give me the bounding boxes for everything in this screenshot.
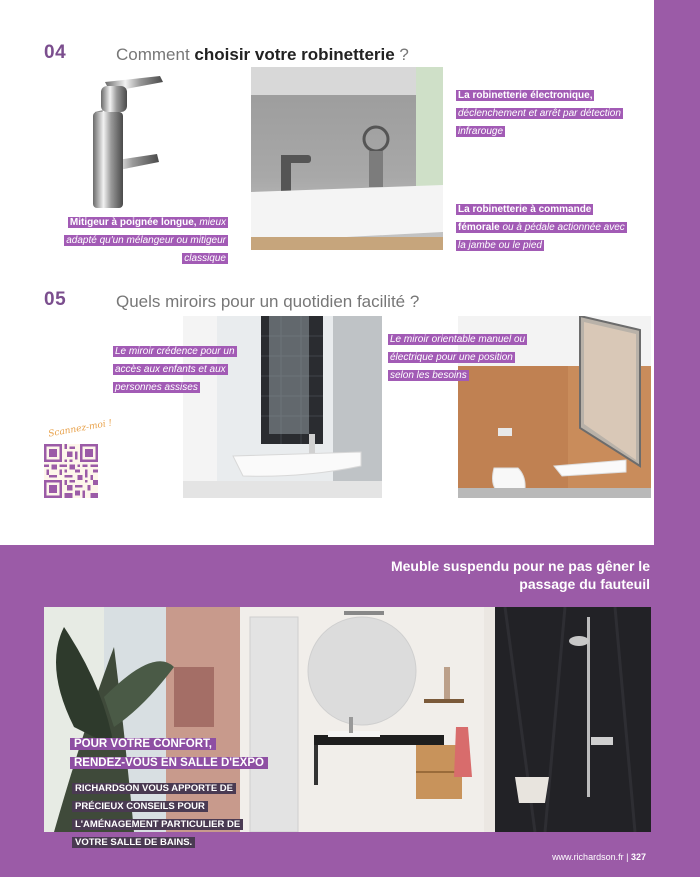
caption-credence-mirror: Le miroir crédence pour un accès aux enfants et aux personnes assises [115,346,235,393]
electronic-tap-photo [251,67,443,250]
caption-femoral: La robinetterie à commande fémorale ou à pédale actionnée avec la jambe ou le pied [458,204,625,251]
band-title: Meuble suspendu pour ne pas gêner le passage du fauteuil [390,558,650,592]
page-footer: www.richardson.fr | 327 [552,852,646,862]
section-title-05: Quels miroirs pour un quotidien facilité ? [116,292,420,311]
footer-url[interactable]: www.richardson.fr [552,852,624,862]
section-title-04: Comment choisir votre robinetterie ? [116,45,409,64]
section-number-05: 05 [44,289,67,310]
caption-lever-mixer: Mitigeur à poignée longue, mieux adapté qu'un mélangeur ou mitigeur classique [66,217,226,264]
caption-orientable-mirror: Le miroir orientable manuel ou électrique pour une position selon les besoins [390,334,526,381]
page-number: 327 [630,852,646,862]
promo-text: RICHARDSON VOUS APPORTE DE PRÉCIEUX CONSEILS POUR L'AMÉNAGEMENT PARTICULIER DE VOTRE SALLE DE BAINS. [72,778,272,850]
qr-scan-label: Scannez-moi ! [47,418,113,440]
promo-title: POUR VOTRE CONFORT, RENDEZ-VOUS EN SALLE D'EXPO [70,734,268,772]
section-number-04: 04 [44,42,67,63]
qr-code[interactable] [44,444,98,498]
shower-photo [495,607,651,832]
lever-faucet-image [65,72,175,212]
caption-electronic: La robinetterie électronique, déclenchement et arrêt par détection infrarouge [458,90,621,137]
